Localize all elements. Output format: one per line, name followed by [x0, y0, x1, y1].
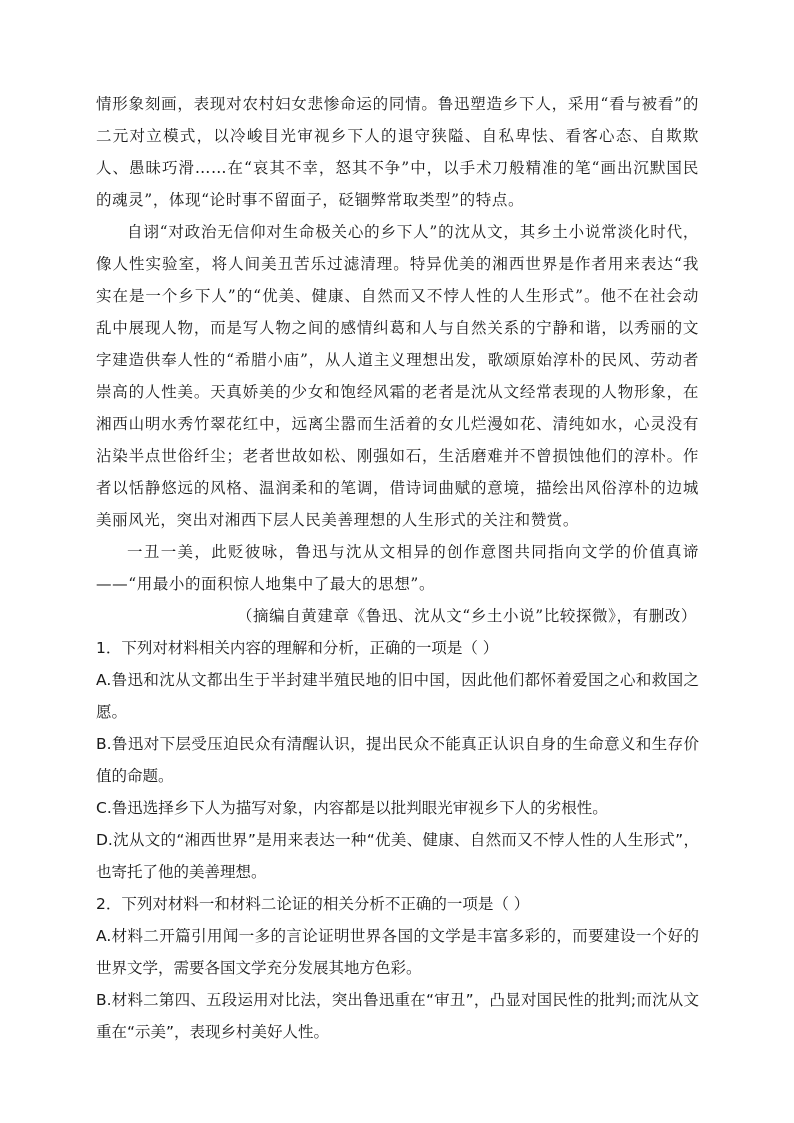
passage-paragraph-shen-congwen: 自诩“对政治无信仰对生命极关心的乡下人”的沈从文，其乡土小说常淡化时代，像人性实验室，将人间美丑苦乐过滤清理。特异优美的湘西世界是作者用来表达“我实在是一个乡下人”的“优美、健康、自然而又不悖人性的人生形式”。他不在社会动乱中展现人物，而是写人物之间的感情纠葛和人与自然关系的宁静和谐，以秀丽的文字建造供奉人性的“希腊小庙”，从人道主义理想出发，歌颂原始淳朴的民风、劳动者崇高的人性美。天真娇美的少女和饱经风霜的老者是沈从文经常表现的人物形象，在湘西山明水秀竹翠花红中，远离尘嚣而生活着的女儿烂漫如花、清纯如水，心灵没有沾染半点世俗纤尘；老者世故如松、刚强如石，生活磨难并不曾损蚀他们的淳朴。作者以恬静悠远的风格、温润柔和的笔调，借诗词曲赋的意境，描绘出风俗淳朴的边城美丽风光，突出对湘西下层人民美善理想的人生形式的关注和赞赏。 [96, 223, 699, 529]
option-a: A.材料二开篇引用闻一多的言论证明世界各国的文学是丰富多彩的，而要建设一个好的世界文学，需要各国文学充分发展其地方色彩。 [96, 927, 699, 977]
question-2 [96, 888, 699, 1048]
option-c: C.鲁迅选择乡下人为描写对象，内容都是以批判眼光审视乡下人的劣根性。 [96, 799, 608, 817]
passage-paragraph-conclusion: 一丑一美，此贬彼咏，鲁迅与沈从文相异的创作意图共同指向文学的价值真谛——“用最小的面积惊人地集中了最大的思想”。 [96, 543, 699, 593]
passage-source-citation: （摘编自黄建章《鲁迅、沈从文“乡土小说”比较探微》，有删改） [236, 607, 697, 625]
option-b: B.材料二第四、五段运用对比法，突出鲁迅重在“审丑”，凸显对国民性的批判;而沈从文重在“示美”，表现乡村美好人性。 [96, 991, 699, 1041]
option-b: B.鲁迅对下层受压迫民众有清醒认识，提出民众不能真正认识自身的生命意义和生存价值的命题。 [96, 735, 699, 785]
passage-paragraph-lu-xun-continued: 情形象刻画，表现对农村妇女悲惨命运的同情。鲁迅塑造乡下人，采用“看与被看”的二元对立模式，以冷峻目光审视乡下人的退守狭隘、自私卑怯、看客心态、自欺欺人、愚昧巧滑……在“哀其不幸，怒其不争”中，以手术刀般精准的笔“画出沉默国民的魂灵”，体现“论时事不留面子，砭锢弊常取类型”的特点。 [96, 95, 699, 209]
question-stem: 1．下列对材料相关内容的理解和分析，正确的一项是（ ） [96, 639, 499, 657]
option-d: D.沈从文的“湘西世界”是用来表达一种“优美、健康、自然而又不悖人性的人生形式”，也寄托了他的美善理想。 [96, 831, 699, 881]
document-page [96, 88, 699, 1048]
question-stem: 2．下列对材料一和材料二论证的相关分析不正确的一项是（ ） [96, 895, 530, 913]
question-1 [96, 632, 699, 888]
option-a: A.鲁迅和沈从文都出生于半封建半殖民地的旧中国，因此他们都怀着爱国之心和救国之愿。 [96, 671, 699, 721]
